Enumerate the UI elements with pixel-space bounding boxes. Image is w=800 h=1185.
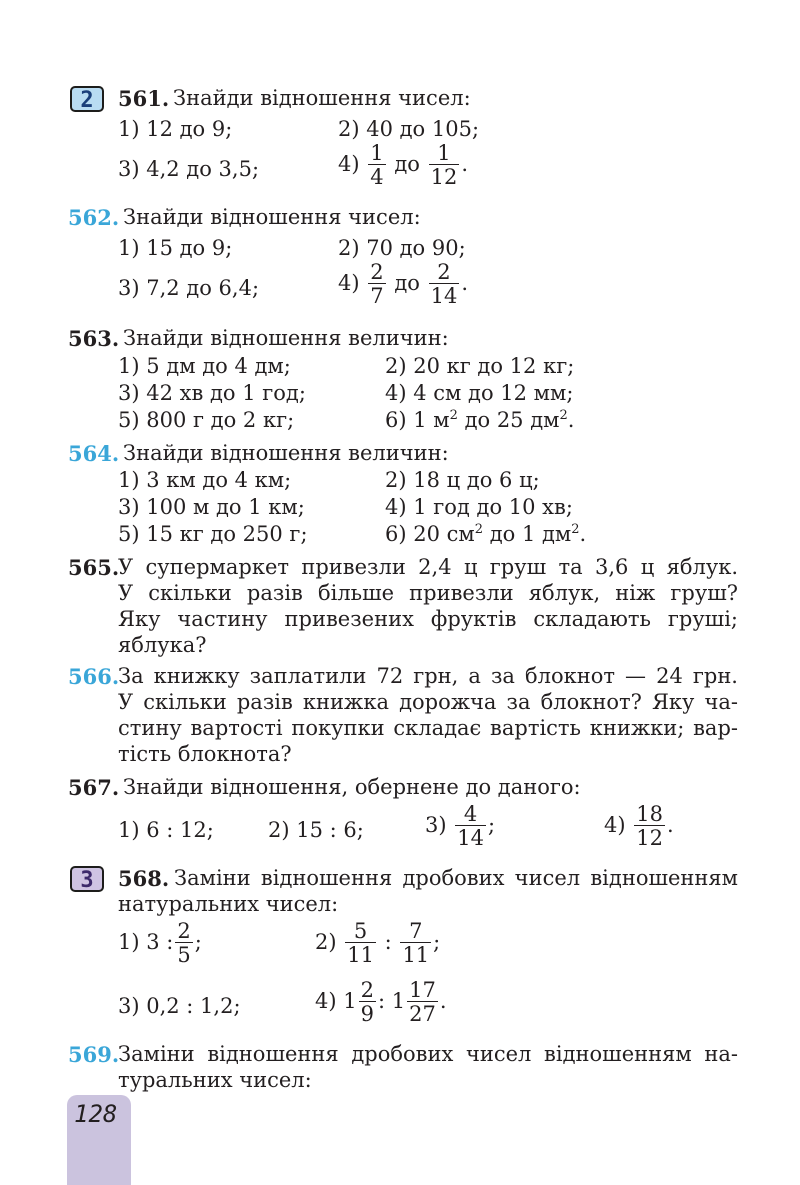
problem-569-line-1: Заміни відношення дробових чисел відношенням на-	[118, 1042, 738, 1066]
item-label: 4)	[338, 152, 360, 176]
problem-564-item-4: 4) 1 год до 10 хв;	[385, 495, 573, 519]
level-3-badge: 3	[70, 866, 104, 892]
fraction: $\frac{1}{12}$	[430, 141, 458, 189]
superscript: 2	[474, 522, 484, 537]
level-2-badge: 2	[70, 86, 104, 112]
semicolon: ;	[194, 930, 202, 954]
problem-563-number: 563.	[68, 326, 120, 351]
fraction: $\frac{1}{4}$	[370, 141, 384, 189]
problem-563-item-1: 1) 5 дм до 4 дм;	[118, 354, 291, 378]
part: 6) 20 см	[385, 522, 475, 546]
colon: : 1	[377, 989, 406, 1013]
problem-567-item-1: 1) 6 : 12;	[118, 818, 214, 842]
problem-561-item-3: 3) 4,2 до 3,5;	[118, 157, 260, 181]
problem-562-item-4	[338, 262, 468, 307]
problem-568-item-1	[118, 921, 202, 966]
problem-561-title: Знайди відношення чисел:	[173, 86, 471, 110]
problem-566-line-2: У скільки разів книжка дорожча за блокнот? Яку ча-	[118, 690, 738, 714]
item-label: 4)	[338, 271, 360, 295]
problem-566-line-3: стину вартості покупки складає вартість книжки; вар-	[118, 716, 738, 740]
fraction: $\frac{18}{12}$	[636, 802, 663, 850]
problem-561-item-2: 2) 40 до 105;	[338, 117, 480, 141]
superscript: 2	[449, 408, 458, 423]
fraction: $\frac{17}{27}$	[409, 978, 436, 1026]
superscript: 2	[559, 408, 568, 423]
word-do: до	[394, 271, 420, 295]
item-label: 1) 3 :	[118, 930, 174, 954]
period: .	[461, 152, 468, 176]
problem-568-item-2	[315, 921, 440, 966]
problem-569-number: 569.	[68, 1042, 120, 1067]
problem-562-item-2: 2) 70 до 90;	[338, 236, 466, 260]
problem-561-item-4	[338, 143, 468, 188]
problem-564-number: 564.	[68, 441, 120, 466]
fraction: $\frac{2}{7}$	[370, 260, 384, 308]
problem-563-item-3: 3) 42 хв до 1 год;	[118, 381, 306, 405]
word-do: до	[394, 152, 420, 176]
problem-563-item-6	[385, 408, 574, 432]
problem-564-item-6	[385, 522, 586, 546]
part: до 25 дм	[457, 408, 560, 432]
problem-568-line-2: натуральних чисел:	[118, 892, 339, 916]
semicolon: ;	[487, 813, 496, 837]
problem-565-line-4: яблука?	[118, 633, 207, 657]
period: .	[439, 989, 447, 1013]
part: 6) 1 м	[385, 408, 450, 432]
problem-567-item-3	[425, 804, 495, 849]
problem-564-item-3: 3) 100 м до 1 км;	[118, 495, 305, 519]
period: .	[461, 271, 468, 295]
problem-562-item-1: 1) 15 до 9;	[118, 236, 233, 260]
period: .	[567, 408, 575, 432]
colon: :	[384, 930, 392, 954]
problem-562-item-3: 3) 7,2 до 6,4;	[118, 276, 260, 300]
problem-567-item-2: 2) 15 : 6;	[268, 818, 364, 842]
item-label: 2)	[315, 930, 337, 954]
item-label: 4) 1	[315, 989, 357, 1013]
problem-566-line-1: За книжку заплатили 72 грн, а за блокнот — 24 грн.	[118, 664, 738, 688]
problem-569-line-2: туральних чисел:	[118, 1068, 312, 1092]
problem-565-line-3: Яку частину привезених фруктів складають груші;	[118, 607, 738, 631]
problem-561-item-1: 1) 12 до 9;	[118, 117, 233, 141]
problem-567-item-4	[604, 804, 674, 849]
problem-561-number: 561.	[118, 86, 170, 111]
problem-563-item-4: 4) 4 см до 12 мм;	[385, 381, 574, 405]
problem-565-number: 565.	[68, 555, 120, 580]
period: .	[666, 813, 674, 837]
fraction: $\frac{5}{11}$	[347, 919, 374, 967]
problem-562-number: 562.	[68, 205, 120, 230]
problem-564-title: Знайди відношення величин:	[123, 441, 449, 465]
problem-563-item-5: 5) 800 г до 2 кг;	[118, 408, 295, 432]
problem-567-title: Знайди відношення, обернене до даного:	[123, 775, 581, 799]
fraction: $\frac{2}{14}$	[430, 260, 458, 308]
problem-568-line-1: Заміни відношення дробових чисел відношенням	[174, 866, 738, 890]
fraction: $\frac{2}{9}$	[360, 978, 374, 1026]
problem-565-line-1: У супермаркет привезли 2,4 ц груш та 3,6 ц яблук.	[118, 555, 738, 579]
problem-566-number: 566.	[68, 664, 120, 689]
problem-565-line-2: У скільки разів більше привезли яблук, ніж груш?	[118, 581, 738, 605]
item-label: 3)	[425, 813, 447, 837]
page-number: 128	[74, 1100, 118, 1128]
problem-568-number: 568.	[118, 866, 170, 891]
fraction: $\frac{2}{5}$	[177, 919, 191, 967]
problem-564-item-1: 1) 3 км до 4 км;	[118, 468, 292, 492]
problem-566-line-4: тість блокнота?	[118, 742, 292, 766]
superscript: 2	[571, 522, 580, 537]
problem-562-title: Знайди відношення чисел:	[123, 205, 421, 229]
fraction: $\frac{7}{11}$	[402, 919, 430, 967]
problem-564-item-5: 5) 15 кг до 250 г;	[118, 522, 308, 546]
problem-568-item-3: 3) 0,2 : 1,2;	[118, 994, 241, 1018]
problem-563-item-2: 2) 20 кг до 12 кг;	[385, 354, 575, 378]
problem-567-number: 567.	[68, 775, 120, 800]
fraction: $\frac{4}{14}$	[457, 802, 484, 850]
part: до 1 дм	[483, 522, 572, 546]
period: .	[579, 522, 587, 546]
item-label: 4)	[604, 813, 626, 837]
problem-564-item-2: 2) 18 ц до 6 ц;	[385, 468, 540, 492]
semicolon: ;	[433, 930, 441, 954]
problem-568-item-4	[315, 980, 447, 1025]
problem-563-title: Знайди відношення величин:	[123, 326, 449, 350]
